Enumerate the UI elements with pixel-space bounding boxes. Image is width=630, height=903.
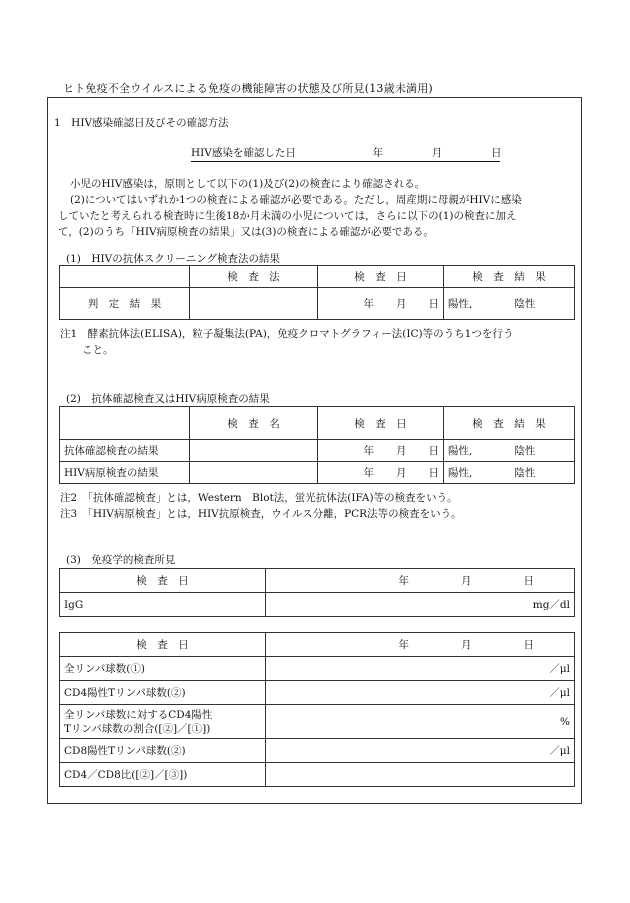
cd8-input[interactable]: ／μl	[266, 739, 575, 763]
note2: 注2 「抗体確認検査」とは，Western Blot法，蛍光抗体法(IFA)等の検査をいう。	[60, 492, 458, 504]
confirm-date-label: HIV感染を確認した日	[191, 147, 296, 159]
row-cd8-label: CD8陽性Tリンパ球数(②)	[60, 739, 266, 763]
pathogen-name-input[interactable]	[190, 462, 318, 484]
lymph-table	[59, 632, 575, 787]
pathogen-date-input[interactable]: 年 月 日	[318, 462, 444, 484]
igg-date-input[interactable]: 年 月 日	[266, 569, 575, 593]
sub1-heading: (1) HIVの抗体スクリーニング検査法の結果	[66, 253, 281, 265]
note1: 注1 酵素抗体法(ELISA)，粒子凝集法(PA)，免疫クロマトグラフィー法(IC)等のうち1つを行う こと。	[60, 328, 514, 356]
cd4-input[interactable]: ／μl	[266, 681, 575, 705]
notes-2-3	[60, 490, 462, 522]
note3: 注3 「HIV病原検査」とは，HIV抗原検査，ウイルス分離，PCR法等の検査をいう。	[60, 508, 462, 520]
col-name: 検 査 名	[190, 407, 318, 440]
section1-heading: 1 HIV感染確認日及びその確認方法	[54, 117, 229, 129]
pathogen-result-input[interactable]: 陽性, 陰性	[444, 462, 575, 484]
antibody-date-input[interactable]: 年 月 日	[318, 440, 444, 462]
col-result: 検 査 結 果	[444, 407, 575, 440]
screening-table	[59, 265, 575, 320]
igg-label: IgG	[60, 593, 266, 617]
cd4-ratio-input[interactable]: %	[266, 705, 575, 739]
confirm-table	[59, 406, 575, 484]
row-total-lymph-label: 全リンパ球数(①)	[60, 657, 266, 681]
col-date: 検 査 日	[318, 407, 444, 440]
lymph-col-date: 検 査 日	[60, 633, 266, 657]
section1-paragraph: 小児のHIV感染は，原則として以下の(1)及び(2)の検査により確認される。 (2)についてはいずれか1つの検査による確認が必要である。ただし，周産期に母親がHIVに感染 していたと考えられる検査時に生後18か月未満の小児については，さらに以下の(1)の検査に加え て，(2)のうち「HIV病原検査の結果」又は(3)の検査による確認が必要である。	[58, 178, 522, 238]
row-judgement-label: 判 定 結 果	[60, 288, 190, 320]
antibody-result-input[interactable]: 陽性, 陰性	[444, 440, 575, 462]
row-cd4-cd8-label: CD4／CD8比([②]／[③])	[60, 763, 266, 787]
confirm-year-field[interactable]: 年	[372, 147, 384, 159]
row-antibody-label: 抗体確認検査の結果	[60, 440, 190, 462]
confirm-month-field[interactable]: 月	[431, 147, 443, 159]
confirm-day-field[interactable]: 日	[490, 147, 502, 159]
col-date: 検 査 日	[318, 266, 444, 288]
lymph-date-input[interactable]: 年 月 日	[266, 633, 575, 657]
total-lymph-input[interactable]: ／μl	[266, 657, 575, 681]
igg-value-input[interactable]: mg／dl	[266, 593, 575, 617]
antibody-name-input[interactable]	[190, 440, 318, 462]
result-input[interactable]: 陽性, 陰性	[444, 288, 575, 320]
igg-col-date: 検 査 日	[60, 569, 266, 593]
col-method: 検 査 法	[190, 266, 318, 288]
sub3-heading: (3) 免疫学的検査所見	[66, 554, 176, 566]
cd4-cd8-input[interactable]	[266, 763, 575, 787]
date-input[interactable]: 年 月 日	[318, 288, 444, 320]
igg-table	[59, 568, 575, 617]
sub2-heading: (2) 抗体確認検査又はHIV病原検査の結果	[66, 393, 270, 405]
row-cd4-ratio-label: 全リンパ球数に対するCD4陽性 Tリンパ球数の割合([②]／[①])	[60, 705, 266, 739]
col-result: 検 査 結 果	[444, 266, 575, 288]
row-cd4-label: CD4陽性Tリンパ球数(②)	[60, 681, 266, 705]
method-input[interactable]	[190, 288, 318, 320]
row-pathogen-label: HIV病原検査の結果	[60, 462, 190, 484]
confirm-date-line	[191, 145, 500, 162]
document-title: ヒト免疫不全ウイルスによる免疫の機能障害の状態及び所見(13歳未満用)	[63, 82, 433, 95]
